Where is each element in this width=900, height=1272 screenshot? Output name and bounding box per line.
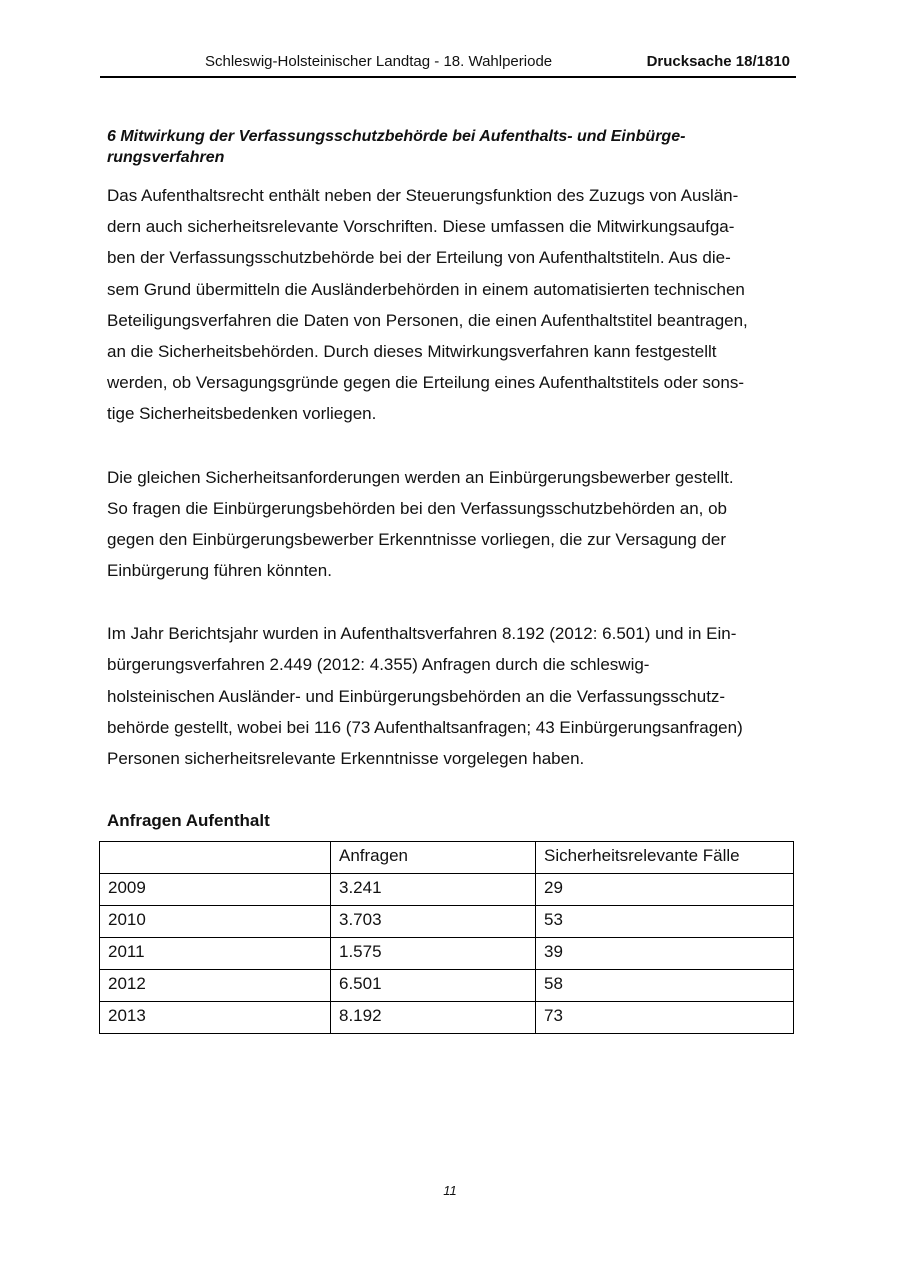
table-cell-year: 2011 <box>100 938 331 970</box>
table-row <box>100 938 794 970</box>
table-header-row <box>100 842 794 874</box>
table-cell-inquiries: 3.241 <box>331 874 536 906</box>
table-row <box>100 906 794 938</box>
table-cell-year: 2009 <box>100 874 331 906</box>
table-cell-relevant-cases: 58 <box>536 970 794 1002</box>
table-header-cell: Sicherheitsrelevante Fälle <box>536 842 794 874</box>
table-header-cell <box>100 842 331 874</box>
table-header-cell: Anfragen <box>331 842 536 874</box>
table-cell-inquiries: 6.501 <box>331 970 536 1002</box>
paragraph-3-line: holsteinischen Ausländer- und Einbürgerungsbehörden an die Verfassungsschutz- <box>107 687 726 706</box>
paragraph-3-line: Personen sicherheitsrelevante Erkenntnisse vorgelegen haben. <box>107 749 585 768</box>
paragraph-1-line: werden, ob Versagungsgründe gegen die Erteilung eines Aufenthaltstitels oder sons- <box>107 373 744 392</box>
page-number: 11 <box>443 1183 457 1198</box>
table-cell-year: 2013 <box>100 1002 331 1034</box>
paragraph-1-line: ben der Verfassungsschutzbehörde bei der Erteilung von Aufenthaltstiteln. Aus die- <box>107 248 731 267</box>
table-row <box>100 1002 794 1034</box>
section-heading <box>107 126 787 168</box>
paragraph-3-line: behörde gestellt, wobei bei 116 (73 Aufenthaltsanfragen; 43 Einbürgerungsanfragen) <box>107 718 743 737</box>
table-cell-relevant-cases: 39 <box>536 938 794 970</box>
paragraph-1-line: tige Sicherheitsbedenken vorliegen. <box>107 404 377 423</box>
paragraph-1-line: Das Aufenthaltsrecht enthält neben der Steuerungsfunktion des Zuzugs von Auslän- <box>107 186 739 205</box>
table-cell-relevant-cases: 73 <box>536 1002 794 1034</box>
paragraph-1-line: dern auch sicherheitsrelevante Vorschriften. Diese umfassen die Mitwirkungsaufga- <box>107 217 735 236</box>
table-cell-inquiries: 3.703 <box>331 906 536 938</box>
table-cell-year: 2012 <box>100 970 331 1002</box>
table-cell-inquiries: 8.192 <box>331 1002 536 1034</box>
table-cell-relevant-cases: 53 <box>536 906 794 938</box>
section-heading-line: rungsverfahren <box>107 149 225 166</box>
section-heading-line: 6 Mitwirkung der Verfassungsschutzbehörde bei Aufenthalts- und Einbürge- <box>107 128 686 145</box>
table-cell-inquiries: 1.575 <box>331 938 536 970</box>
paragraph-1-line: sem Grund übermitteln die Ausländerbehörden in einem automatisierten technischen <box>107 280 745 299</box>
table-row <box>100 970 794 1002</box>
paragraph-2-line: Die gleichen Sicherheitsanforderungen werden an Einbürgerungsbewerber gestellt. <box>107 468 734 487</box>
table-caption: Anfragen Aufenthalt <box>107 811 270 830</box>
paragraph-3-line: bürgerungsverfahren 2.449 (2012: 4.355) Anfragen durch die schleswig- <box>107 655 650 674</box>
header-title: Schleswig-Holsteinischer Landtag - 18. Wahlperiode <box>205 53 553 70</box>
table-row <box>100 874 794 906</box>
page-header <box>100 50 796 78</box>
paragraph-2-line: Einbürgerung führen könnten. <box>107 561 332 580</box>
paragraph-3-line: Im Jahr Berichtsjahr wurden in Aufenthaltsverfahren 8.192 (2012: 6.501) und in Ein- <box>107 624 737 643</box>
paragraph-1-line: Beteiligungsverfahren die Daten von Personen, die einen Aufenthaltstitel beantragen, <box>107 311 748 330</box>
paragraph-2-line: So fragen die Einbürgerungsbehörden bei den Verfassungsschutzbehörden an, ob <box>107 499 728 518</box>
table-cell-year: 2010 <box>100 906 331 938</box>
paragraph-1-line: an die Sicherheitsbehörden. Durch dieses Mitwirkungsverfahren kann festgestellt <box>107 342 717 361</box>
header-document-number: Drucksache 18/1810 <box>646 53 790 70</box>
table-cell-relevant-cases: 29 <box>536 874 794 906</box>
paragraph-2-line: gegen den Einbürgerungsbewerber Erkenntnisse vorliegen, die zur Versagung der <box>107 530 727 549</box>
inquiries-table <box>99 841 794 1034</box>
